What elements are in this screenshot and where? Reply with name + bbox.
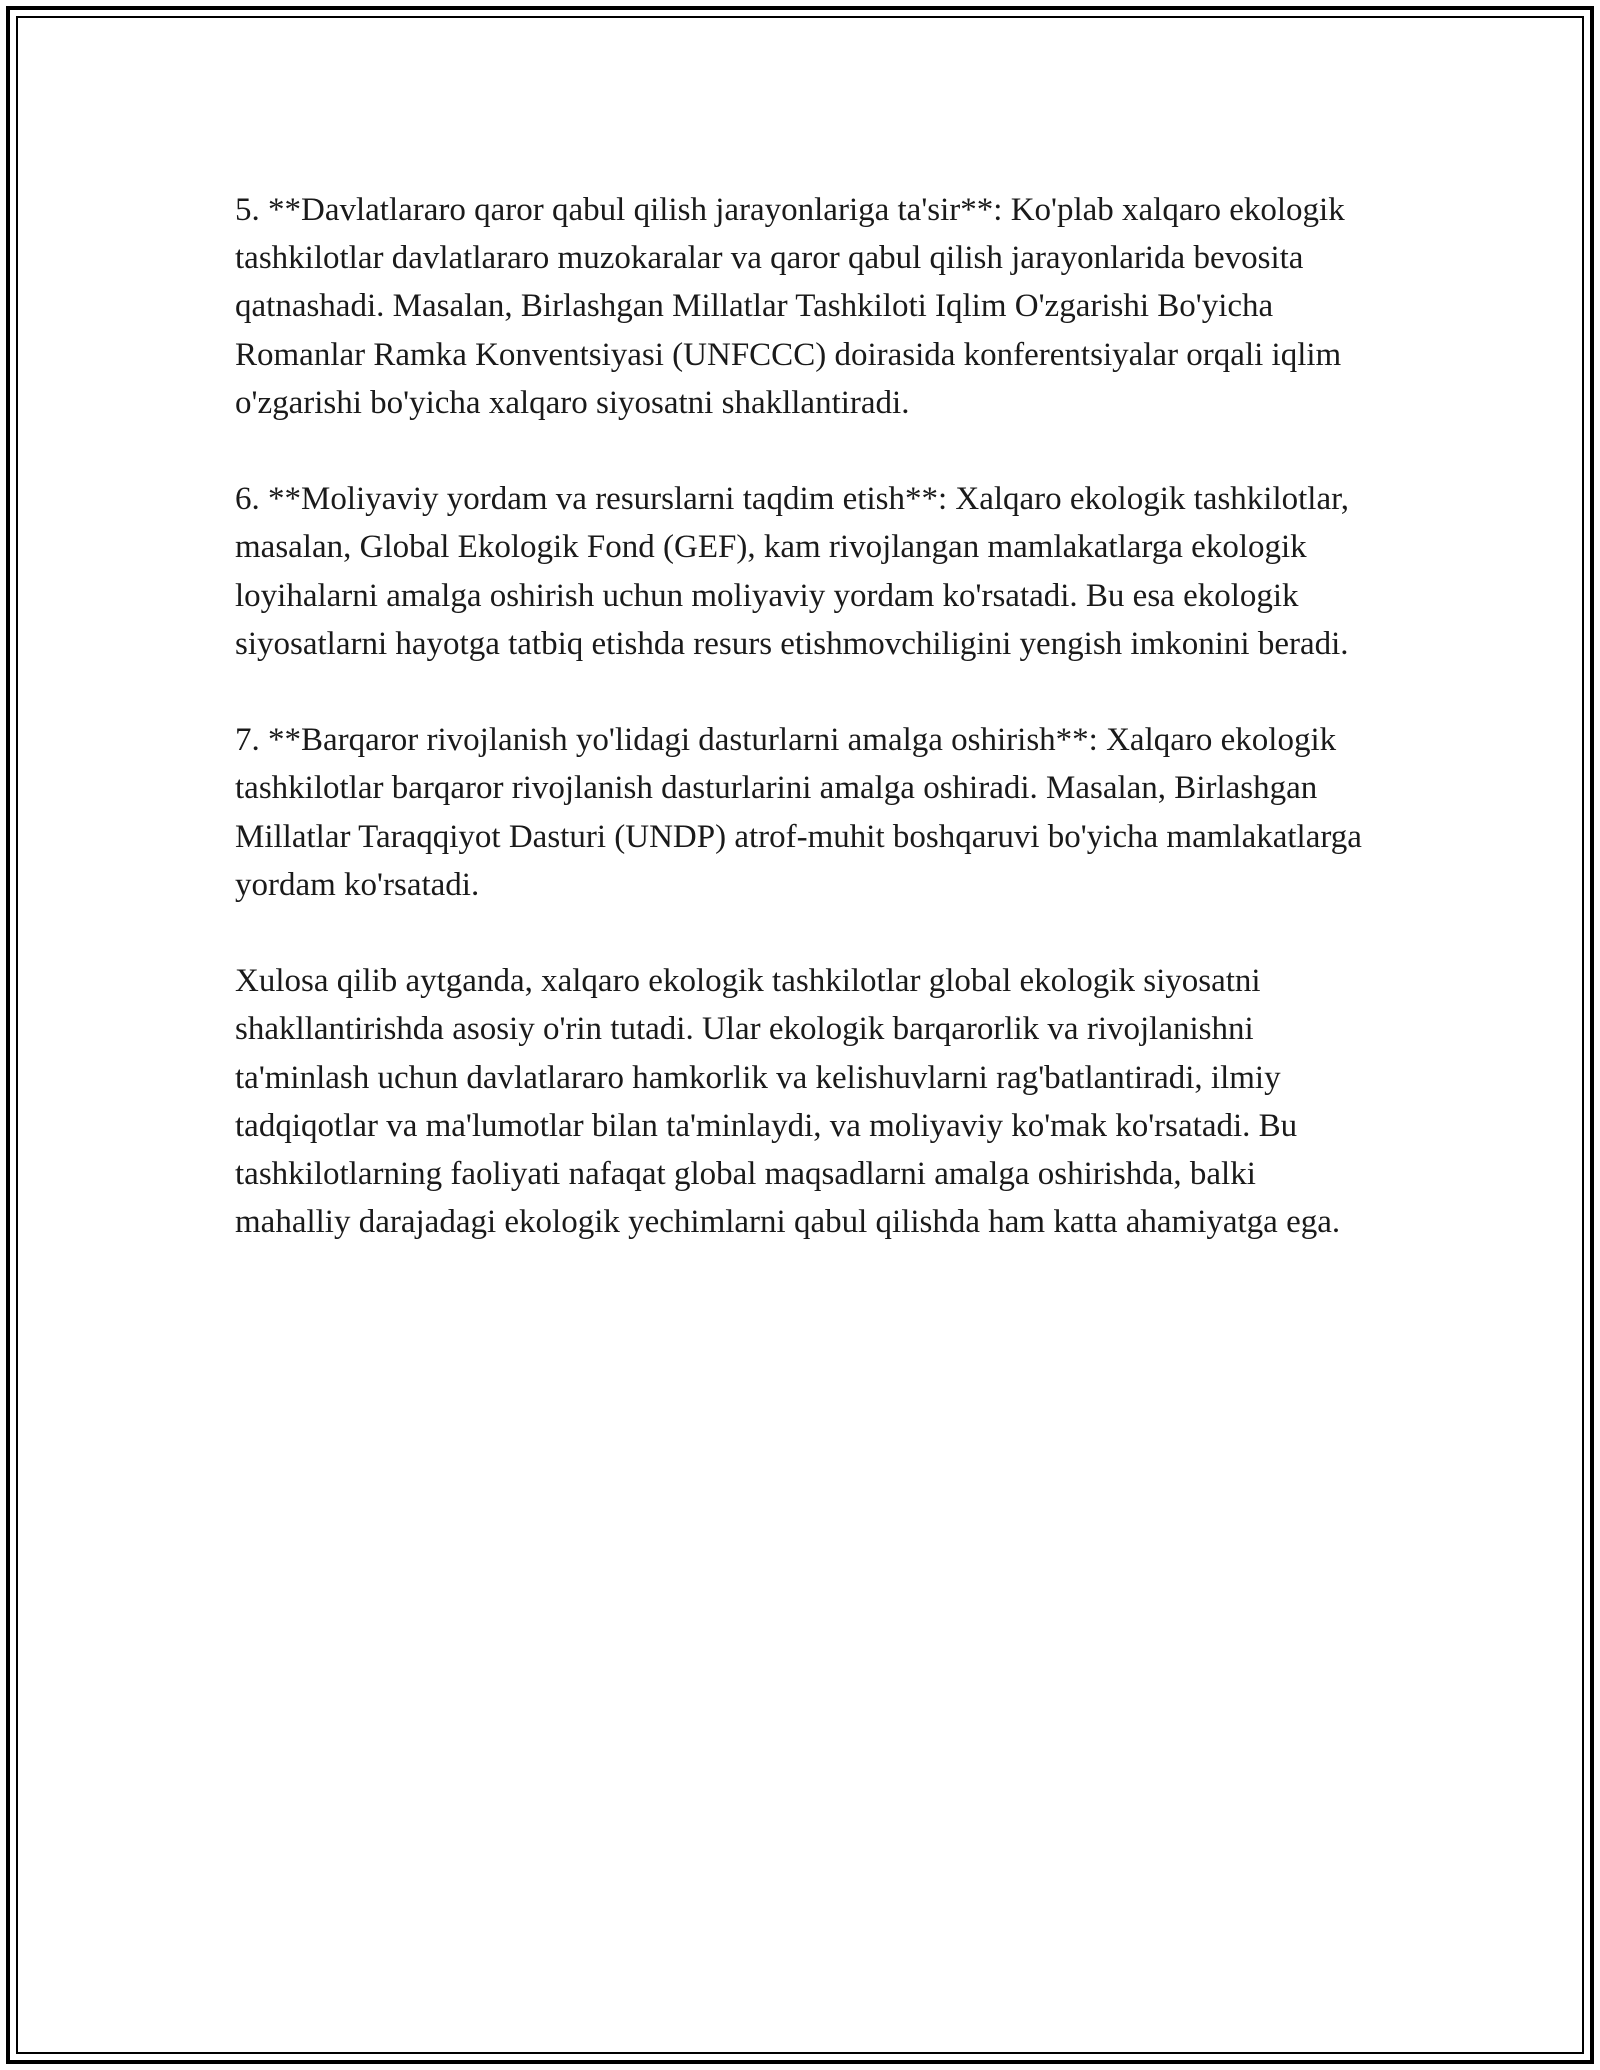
conclusion-paragraph: Xulosa qilib aytganda, xalqaro ekologik tashkilotlar global ekologik siyosatni shakllantirishda asosiy o'rin tutadi. Ular ekologik barqarorlik va rivojlanishni ta'minlash uchun davlatlararo hamkorlik va kelishuvlarni rag'batlantiradi, ilmiy tadqiqotlar va ma'lumotlar bilan ta'minlaydi, va moliyaviy ko'mak ko'rsatadi. Bu tashkilotlarning faoliyati nafaqat global maqsadlarni amalga oshirishda, balki mahalliy darajadagi ekologik yechimlarni qabul qilishda ham katta ahamiyatga ega. bbox=[235, 963, 1341, 1241]
paragraph-item-5: 5. **Davlatlararo qaror qabul qilish jarayonlariga ta'sir**: Ko'plab xalqaro ekologik tashkilotlar davlatlararo muzokaralar va qaror qabul qilish jarayonlarida bevosita qatnashadi. Masalan, Birlashgan Millatlar Tashkiloti Iqlim O'zgarishi Bo'yicha Romanlar Ramka Konventsiyasi (UNFCCC) doirasida konferentsiyalar orqali iqlim o'zgarishi bo'yicha xalqaro siyosatni shakllantiradi. bbox=[235, 192, 1345, 421]
paragraph-item-6: 6. **Moliyaviy yordam va resurslarni taqdim etish**: Xalqaro ekologik tashkilotlar, masalan, Global Ekologik Fond (GEF), kam rivojlangan mamlakatlarga ekologik loyihalarni amalga oshirish uchun moliyaviy yordam ko'rsatadi. Bu esa ekologik siyosatlarni hayotga tatbiq etishda resurs etishmovchiligini yengish imkonini beradi. bbox=[235, 481, 1350, 662]
document-body bbox=[235, 186, 1365, 1295]
paragraph-item-7: 7. **Barqaror rivojlanish yo'lidagi dasturlarni amalga oshirish**: Xalqaro ekologik tashkilotlar barqaror rivojlanish dasturlarini amalga oshiradi. Masalan, Birlashgan Millatlar Taraqqiyot Dasturi (UNDP) atrof-muhit boshqaruvi bo'yicha mamlakatlarga yordam ko'rsatadi. bbox=[235, 722, 1362, 903]
